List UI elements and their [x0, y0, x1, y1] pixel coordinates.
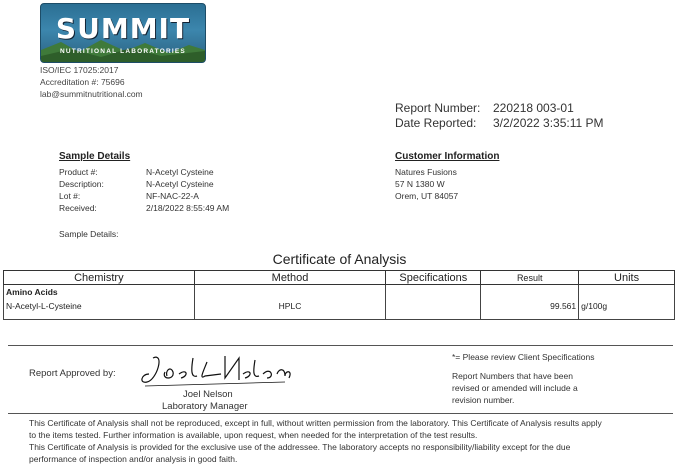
- lab-accreditation: Accreditation #: 75696: [40, 77, 125, 87]
- spec-cell: [386, 285, 481, 320]
- report-number: 220218 003-01: [493, 101, 574, 115]
- customer-info-title: Customer Information: [395, 151, 500, 162]
- col-specifications: Specifications: [386, 271, 481, 285]
- sample-details-label: Sample Details:: [59, 229, 119, 239]
- logo-wordmark: SUMMIT: [55, 12, 191, 45]
- signature: [135, 350, 295, 390]
- date-reported: 3/2/2022 3:35:11 PM: [493, 116, 604, 130]
- revision-note: revision number.: [452, 395, 515, 405]
- sample-value: 2/18/2022 8:55:49 AM: [146, 203, 230, 213]
- sample-row: Lot #:: [59, 191, 81, 201]
- coa-title: Certificate of Analysis: [272, 251, 407, 267]
- col-result: Result: [481, 271, 579, 285]
- result-value: 99.561: [550, 301, 577, 311]
- sample-value: N-Acetyl Cysteine: [146, 167, 214, 177]
- sample-details-title: Sample Details: [59, 151, 131, 162]
- sample-value: N-Acetyl Cysteine: [146, 179, 214, 189]
- date-reported-label: Date Reported:: [395, 116, 477, 130]
- customer-name: Natures Fusions: [395, 167, 457, 177]
- results-table: [3, 270, 675, 320]
- customer-address: 57 N 1380 W: [395, 179, 445, 189]
- customer-city: Orem, UT 84057: [395, 191, 459, 201]
- disclaimer-line: This Certificate of Analysis shall not be reproduced, except in full, without written permission from the laboratory. This Certificate of Analysis results apply: [29, 418, 602, 428]
- disclaimer-line: This Certificate of Analysis is provided for the exclusive use of the addressee. The laboratory accepts no responsibility/liability except for the due: [29, 442, 571, 452]
- result-cell: [481, 285, 579, 320]
- sample-row: Description:: [59, 179, 104, 189]
- col-method: Method: [194, 271, 386, 285]
- revision-note: revised or amended will include a: [452, 383, 578, 393]
- divider: [8, 413, 673, 414]
- method-cell: [194, 285, 386, 320]
- chemistry-cell: [4, 285, 195, 320]
- revision-note: Report Numbers that have been: [452, 371, 573, 381]
- logo-subtitle: NUTRITIONAL LABORATORIES: [60, 48, 186, 55]
- units-cell: [579, 285, 675, 320]
- approver-name: Joel Nelson: [183, 389, 233, 400]
- sample-row: Product #:: [59, 167, 98, 177]
- col-units: Units: [579, 271, 675, 285]
- group-label: Amino Acids: [6, 287, 58, 297]
- table-header-row: [4, 271, 675, 285]
- approved-by-label: Report Approved by:: [29, 368, 116, 379]
- lab-iso: ISO/IEC 17025:2017: [40, 65, 119, 75]
- chemistry-name: N-Acetyl-L-Cysteine: [6, 301, 82, 311]
- method-value: HPLC: [278, 301, 302, 311]
- divider: [8, 345, 673, 346]
- sample-row: Received:: [59, 203, 97, 213]
- spec-note: *= Please review Client Specifications: [452, 352, 595, 362]
- table-row: [4, 285, 675, 320]
- report-number-label: Report Number:: [395, 101, 481, 115]
- summit-logo: [40, 3, 206, 63]
- lab-email[interactable]: lab@summitnutritional.com: [40, 89, 143, 99]
- disclaimer-line: performance of inspection and/or analysis in good faith.: [29, 454, 238, 464]
- units-value: g/100g: [581, 301, 608, 311]
- disclaimer-line: to the items tested. Further information is available, upon request, when needed for the interpretation of the test results.: [29, 430, 478, 440]
- col-chemistry: Chemistry: [4, 271, 195, 285]
- sample-value: NF-NAC-22-A: [146, 191, 199, 201]
- approver-title: Laboratory Manager: [162, 401, 248, 412]
